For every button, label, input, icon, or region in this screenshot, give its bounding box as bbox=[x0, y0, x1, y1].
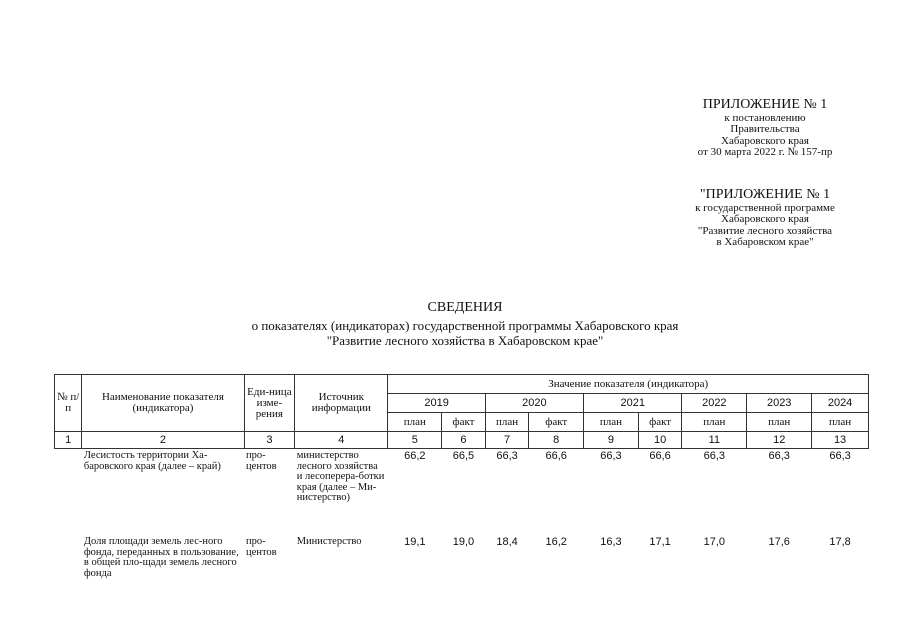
header-fact: факт bbox=[442, 413, 486, 432]
column-number: 7 bbox=[485, 432, 529, 449]
header-fact: факт bbox=[529, 413, 584, 432]
indicator-unit: про-центов bbox=[246, 450, 277, 472]
header-year: 2021 bbox=[584, 394, 682, 413]
row-num bbox=[55, 531, 82, 587]
header-source: Источник информации bbox=[295, 375, 388, 432]
value-cell: 17,8 bbox=[829, 536, 851, 548]
header-year: 2020 bbox=[485, 394, 583, 413]
appendix-2-line: к государственной программе bbox=[695, 201, 835, 214]
table-row bbox=[55, 531, 869, 587]
header-plan: план bbox=[584, 413, 639, 432]
header-fact: факт bbox=[638, 413, 682, 432]
value-cell: 16,2 bbox=[545, 536, 567, 548]
header-values: Значение показателя (индикатора) bbox=[388, 375, 869, 394]
appendix-1-line: от 30 марта 2022 г. № 157-пр bbox=[697, 146, 833, 159]
appendix-2-line: в Хабаровском крае" bbox=[716, 236, 814, 249]
column-number: 8 bbox=[529, 432, 584, 449]
value-cell: 17,6 bbox=[768, 536, 790, 548]
appendix-2-block bbox=[675, 188, 855, 249]
value-cell: 66,3 bbox=[496, 450, 518, 462]
column-number: 3 bbox=[244, 432, 295, 449]
header-plan: план bbox=[812, 413, 869, 432]
value-cell: 66,5 bbox=[452, 450, 475, 462]
document-subtitle: о показателях (индикаторах) государственной программы Хабаровского края bbox=[251, 318, 679, 334]
value-cell: 66,3 bbox=[829, 450, 851, 462]
indicator-source: Министерство bbox=[296, 536, 362, 547]
value-cell: 66,2 bbox=[404, 450, 426, 462]
header-num: № п/п bbox=[55, 375, 82, 432]
indicator-name: Лесистость территории Ха-баровского края (далее – край) bbox=[83, 450, 221, 472]
document-subtitle-program: "Развитие лесного хозяйства в Хабаровском крае" bbox=[326, 332, 604, 348]
header-unit: Еди-ница изме-рения bbox=[244, 375, 295, 432]
value-cell: 16,3 bbox=[600, 536, 622, 548]
column-number: 9 bbox=[584, 432, 639, 449]
column-number: 6 bbox=[442, 432, 486, 449]
indicator-unit: про-центов bbox=[246, 536, 277, 558]
document-title: СВЕДЕНИЯ bbox=[427, 300, 503, 315]
column-number: 1 bbox=[55, 432, 82, 449]
header-year: 2022 bbox=[682, 394, 747, 413]
header-name: Наименование показателя (индикатора) bbox=[82, 375, 244, 432]
appendix-1-title: ПРИЛОЖЕНИЕ № 1 bbox=[702, 97, 828, 112]
appendix-1-block bbox=[675, 98, 855, 159]
appendix-2-title: "ПРИЛОЖЕНИЕ № 1 bbox=[699, 187, 831, 202]
indicator-source: министерство лесного хозяйства и лесоперера-ботки края (далее – Ми-нистерство) bbox=[296, 450, 385, 503]
header-plan: план bbox=[388, 413, 442, 432]
indicator-name: Доля площади земель лес-ного фонда, переданных в пользование, в общей пло-щади земель лесного фонда bbox=[83, 536, 239, 579]
value-cell: 19,0 bbox=[452, 536, 475, 548]
header-year: 2023 bbox=[747, 394, 812, 413]
column-number: 11 bbox=[682, 432, 747, 449]
value-cell: 17,0 bbox=[703, 536, 726, 548]
value-cell: 17,1 bbox=[649, 536, 671, 548]
header-year: 2019 bbox=[388, 394, 485, 413]
row-num bbox=[55, 449, 82, 532]
column-number: 4 bbox=[295, 432, 388, 449]
header-plan: план bbox=[485, 413, 529, 432]
document-heading bbox=[120, 300, 810, 348]
value-cell: 66,3 bbox=[703, 450, 726, 462]
column-number: 13 bbox=[812, 432, 869, 449]
column-number: 2 bbox=[82, 432, 244, 449]
column-number: 10 bbox=[638, 432, 682, 449]
header-plan: план bbox=[747, 413, 812, 432]
value-cell: 66,3 bbox=[768, 450, 790, 462]
column-number: 5 bbox=[388, 432, 442, 449]
header-year: 2024 bbox=[812, 394, 869, 413]
value-cell: 18,4 bbox=[496, 536, 518, 548]
appendix-1-line: к постановлению bbox=[724, 111, 806, 124]
header-plan: план bbox=[682, 413, 747, 432]
value-cell: 19,1 bbox=[404, 536, 426, 548]
table-row bbox=[55, 449, 869, 532]
value-cell: 66,3 bbox=[600, 450, 622, 462]
appendix-2-line: "Развитие лесного хозяйства bbox=[697, 224, 833, 237]
column-number: 12 bbox=[747, 432, 812, 449]
value-cell: 66,6 bbox=[545, 450, 567, 462]
value-cell: 66,6 bbox=[649, 450, 671, 462]
indicators-table bbox=[54, 374, 869, 587]
appendix-2-line: Хабаровского края bbox=[721, 213, 809, 226]
appendix-1-line: Правительства bbox=[730, 123, 800, 136]
appendix-1-line: Хабаровского края bbox=[721, 134, 809, 147]
